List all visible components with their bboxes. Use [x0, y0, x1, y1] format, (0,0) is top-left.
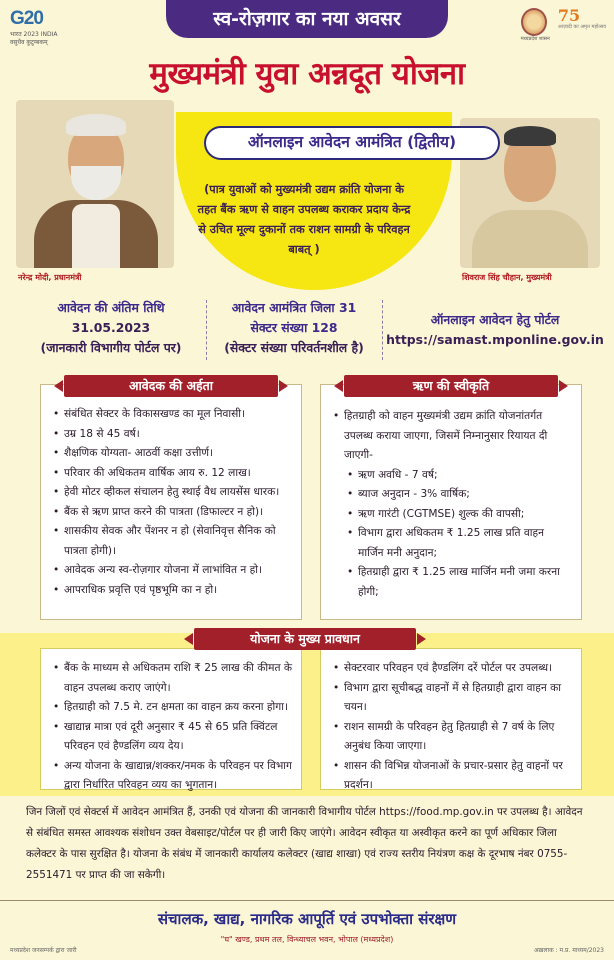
info-divider-2: [382, 300, 383, 360]
eligibility-item: • संबंधित सेक्टर के विकासखण्ड का मूल निवासी।: [51, 405, 293, 425]
top-banner: स्व-रोज़गार का नया अवसर: [166, 0, 448, 38]
mp-emblem-caption: मध्यप्रदेश शासन: [520, 36, 550, 42]
footer-notice: जिन जिलों एवं सेक्टर्स में आवेदन आमंत्रित हैं, उनकी एवं योजना की जानकारी विभागीय पोर्टल https://food.mp.gov.in पर उपलब्ध है। आवेदन से संबंधित समस्त आवश्यक संशोधन उक्त वेबसाइट/पोर्टल पर ही जारी किए जाएंगे। आवेदन स्वीकृत या अस्वीकृत करने का पूर्ण अधिकार जिला कलेक्टर के पास सुरक्षित है। योजना के संबंध में जानकारी कार्यालय कलेक्टर (खाद्य शाखा) एवं राज्य स्तरीय नियंत्रण कक्ष के दूरभाष नंबर 0755-2551471 पर प्राप्त की जा सकेगी।: [26, 806, 583, 881]
deadline-label: आवेदन की अंतिम तिथि: [57, 300, 165, 315]
loan-intro: • हितग्राही को वाहन मुख्यमंत्री उद्यम क्रांति योजनांतर्गत उपलब्ध कराया जाएगा, जिसमें निम्नानुसार रियायत दी जाएगी-: [331, 407, 571, 466]
g20-logo-text: G20: [10, 8, 43, 29]
apply-invitation-pill: ऑनलाइन आवेदन आमंत्रित (द्वितीय): [204, 126, 500, 160]
provisions-right-list: [321, 649, 581, 796]
loan-panel: [320, 384, 582, 620]
issuing-org: संचालक, खाद्य, नागरिक आपूर्ति एवं उपभोक्ता संरक्षण: [157, 910, 457, 928]
district-info: [208, 298, 380, 358]
issuer-note: मध्यप्रदेश जनसम्पर्क द्वारा जारी: [10, 947, 77, 954]
loan-sublist: [321, 466, 581, 603]
cm-portrait-jacket: [472, 210, 588, 268]
loan-item: • ब्याज अनुदान - 3% वार्षिक;: [345, 485, 571, 505]
g20-logo-motto: वसुधैव कुटुम्बकम्: [10, 39, 48, 46]
eligibility-item: • परिवार की अधिकतम वार्षिक आय रु. 12 लाख।: [51, 464, 293, 484]
loan-heading: ऋण की स्वीकृति: [344, 375, 558, 397]
azadi-logo-sub: आज़ादी का अमृत महोत्सव: [557, 24, 606, 30]
pm-portrait-beard: [71, 166, 121, 200]
g20-logo-sub: भारत 2023 INDIA: [10, 31, 58, 38]
provisions-heading: योजना के मुख्य प्रावधान: [194, 628, 416, 650]
page-title: मुख्यमंत्री युवा अन्नदूत योजना: [149, 56, 465, 92]
eligibility-item: • हेवी मोटर व्हीकल संचालन हेतु स्थाई वैध लायसेंस धारक।: [51, 483, 293, 503]
eligibility-item: • आपराधिक प्रवृत्ति एवं पृष्ठभूमि का न हो।: [51, 581, 293, 601]
loan-item: • हितग्राही द्वारा ₹ 1.25 लाख मार्जिन मनी जमा करना होगी;: [345, 563, 571, 602]
provision-item: • अन्य योजना के खाद्यान्न/शक्कर/नमक के परिवहन पर विभाग द्वारा निर्धारित परिवहन व्यय का भुगतान।: [51, 757, 293, 796]
provision-item: • बैंक के माध्यम से अधिकतम राशि ₹ 25 लाख की कीमत के वाहन उपलब्ध कराए जाएंगे।: [51, 659, 293, 698]
provision-item: • शासन की विभिन्न योजनाओं के प्रचार-प्रसार हेतु वाहनों पर प्रदर्शन।: [331, 757, 573, 796]
deadline-info: [18, 298, 204, 358]
provision-item: • हितग्राही को 7.5 मे. टन क्षमता का वाहन क्रय करना होगा।: [51, 698, 293, 718]
info-divider-1: [206, 300, 207, 360]
mp-emblem: [521, 8, 550, 42]
eligibility-panel: [40, 384, 302, 620]
eligibility-item: • शासकीय सेवक और पेंशनर न हो (सेवानिवृत्त सैनिक को पात्रता होगी)।: [51, 522, 293, 561]
pm-caption: नरेन्द्र मोदी, प्रधानमंत्री: [18, 273, 82, 282]
org-address: "घ" खण्ड, प्रथम तल, विन्ध्याचल भवन, भोपाल (मध्यप्रदेश): [220, 935, 394, 944]
g20-logo: [10, 8, 72, 48]
right-logos: [521, 8, 606, 42]
cm-portrait-hair: [504, 126, 556, 146]
eligibility-item: • आवेदक अन्य स्व-रोज़गार योजना में लाभांवित न हो।: [51, 561, 293, 581]
footer-rule: [0, 900, 614, 901]
eligibility-item: • शैक्षणिक योग्यता- आठवीं कक्षा उत्तीर्ण।: [51, 444, 293, 464]
districts-label: आवेदन आमंत्रित जिला 31: [231, 300, 357, 315]
mp-emblem-icon: [521, 8, 547, 36]
sectors-label: सेक्टर संख्या 128: [250, 320, 338, 335]
cm-caption: शिवराज सिंह चौहान, मुख्यमंत्री: [462, 273, 552, 282]
portal-url[interactable]: https://samast.mponline.gov.in: [386, 332, 604, 347]
provision-item: • सेक्टरवार परिवहन एवं हैण्डलिंग दरें पोर्टल पर उपलब्ध।: [331, 659, 573, 679]
azadi-logo: [558, 8, 606, 30]
eligibility-heading: आवेदक की अर्हता: [64, 375, 278, 397]
release-code: अख़लाक : म.प्र. माध्यम/2023: [533, 947, 604, 954]
loan-item: • विभाग द्वारा अधिकतम ₹ 1.25 लाख प्रति वाहन मार्जिन मनी अनुदान;: [345, 524, 571, 563]
eligibility-item: • उम्र 18 से 45 वर्ष।: [51, 425, 293, 445]
provisions-left-panel: [40, 648, 302, 790]
loan-item: • ऋण अवधि - 7 वर्ष;: [345, 466, 571, 486]
provision-item: • खाद्यान्न मात्रा एवं दूरी अनुसार ₹ 45 से 65 प्रति क्विंटल परिवहन एवं हैण्डलिंग व्यय देय।: [51, 718, 293, 757]
scheme-purpose: (पात्र युवाओं को मुख्यमंत्री उद्यम क्रांति योजना के तहत बैंक ऋण से वाहन उपलब्ध कराकर प्रदाय केन्द्र से उचित मूल्य दुकानों तक राशन सामग्री के परिवहन बाबत् ): [197, 183, 411, 256]
portal-label: ऑनलाइन आवेदन हेतु पोर्टल: [430, 312, 560, 327]
portal-info: [384, 310, 606, 350]
loan-list: [321, 385, 581, 466]
provision-item: • विभाग द्वारा सूचीबद्ध वाहनों में से हितग्राही द्वारा वाहन का चयन।: [331, 679, 573, 718]
sectors-note: (सेक्टर संख्या परिवर्तनशील है): [224, 340, 364, 355]
provisions-right-panel: [320, 648, 582, 790]
pm-portrait-kurta: [72, 204, 120, 268]
pm-portrait: [16, 100, 174, 268]
eligibility-list: [41, 385, 301, 600]
provisions-left-list: [41, 649, 301, 796]
provision-item: • राशन सामग्री के परिवहन हेतु हितग्राही से 7 वर्ष के लिए अनुबंध किया जाएगा।: [331, 718, 573, 757]
deadline-note: (जानकारी विभागीय पोर्टल पर): [40, 340, 182, 355]
loan-item: • ऋण गारंटी (CGTMSE) शुल्क की वापसी;: [345, 505, 571, 525]
deadline-date: 31.05.2023: [71, 320, 151, 335]
azadi-logo-number: 75: [557, 6, 581, 25]
pm-portrait-hair: [66, 114, 126, 136]
eligibility-item: • बैंक से ऋण प्राप्त करने की पात्रता (डिफाल्टर न हो)।: [51, 503, 293, 523]
